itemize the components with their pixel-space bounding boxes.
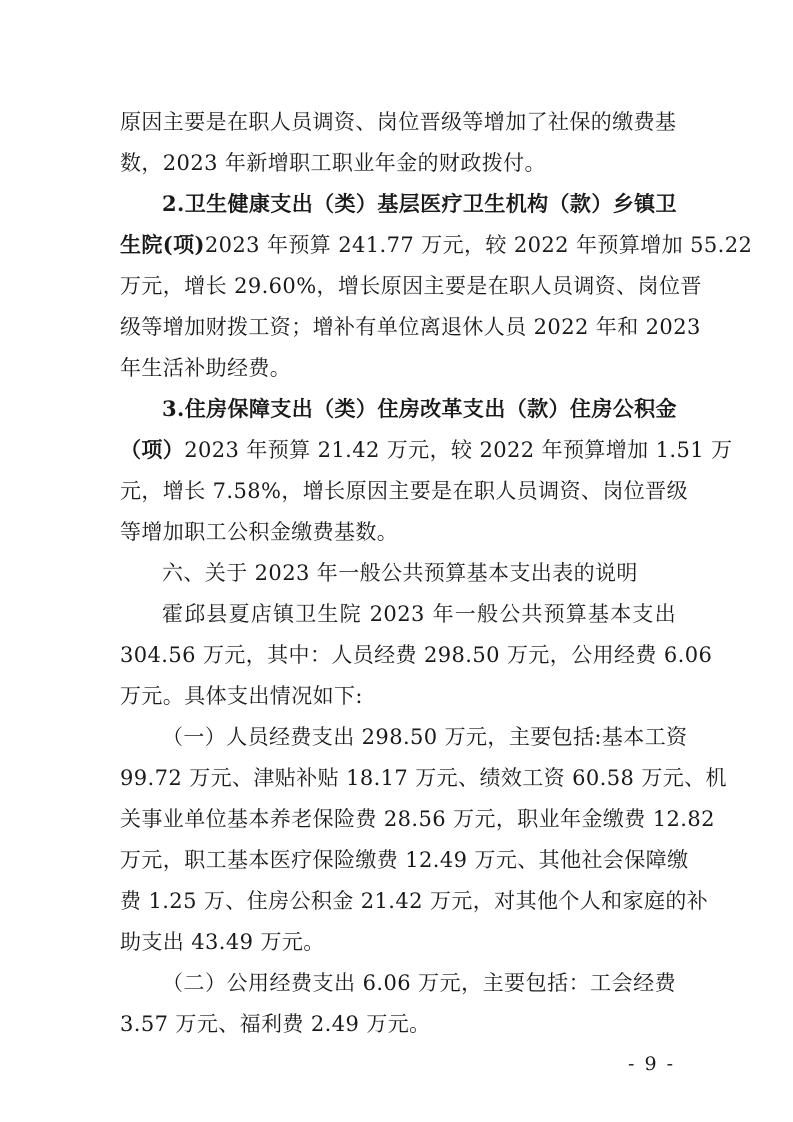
text-line-health-2: 万元，增长 29.60%，增长原因主要是在职人员调资、岗位晋 — [120, 274, 702, 298]
text-line-public-2: 3.57 万元、福利费 2.49 万元。 — [120, 1012, 431, 1036]
text-line-personnel-6: 助支出 43.49 万元。 — [120, 930, 325, 954]
section-six-heading: 六、关于 2023 年一般公共预算基本支出表的说明 — [162, 561, 638, 585]
text-line-health-4: 年生活补助经费。 — [120, 356, 292, 380]
text-line-health-3: 级等增加财拨工资；增补有单位离退休人员 2022 年和 2023 — [120, 315, 701, 339]
text-line-housing-1 — [120, 436, 733, 464]
heading-health-expenditure: 2.卫生健康支出（类）基层医疗卫生机构（款）乡镇卫 — [162, 191, 677, 216]
heading-health-expenditure-end: 生院(项) — [120, 232, 205, 257]
text-line-personnel-5: 费 1.25 万、住房公积金 21.42 万元，对其他个人和家庭的补 — [120, 889, 709, 913]
text-line-health-1 — [120, 231, 753, 259]
health-budget-text: 2023 年预算 241.77 万元，较 2022 年预算增加 55.22 — [204, 233, 753, 257]
page-number: - 9 - — [627, 1053, 675, 1075]
text-line-housing-2: 元，增长 7.58%，增长原因主要是在职人员调资、岗位晋级 — [120, 479, 688, 503]
text-line-basic-2: 304.56 万元，其中：人员经费 298.50 万元，公用经费 6.06 — [120, 643, 713, 667]
text-line-public-1: （二）公用经费支出 6.06 万元，主要包括：工会经费 — [162, 971, 676, 995]
text-line-housing-3: 等增加职工公积金缴费基数。 — [120, 520, 399, 544]
heading-housing-expenditure-end: （项） — [120, 437, 185, 462]
text-line-personnel-3: 关事业单位基本养老保险费 28.56 万元，职业年金缴费 12.82 — [120, 807, 715, 831]
text-line-basic-1: 霍邱县夏店镇卫生院 2023 年一般公共预算基本支出 — [162, 602, 676, 626]
housing-budget-text: 2023 年预算 21.42 万元，较 2022 年预算增加 1.51 万 — [184, 438, 733, 462]
text-line-basic-3: 万元。具体支出情况如下: — [120, 684, 363, 708]
text-line-2: 数，2023 年新增职工职业年金的财政拨付。 — [120, 151, 546, 175]
text-line-personnel-1: （一）人员经费支出 298.50 万元，主要包括:基本工资 — [162, 725, 688, 749]
heading-housing-expenditure: 3.住房保障支出（类）住房改革支出（款）住房公积金 — [162, 396, 677, 421]
text-line-personnel-2: 99.72 万元、津贴补贴 18.17 万元、绩效工资 60.58 万元、机 — [120, 766, 727, 790]
text-line-personnel-4: 万元，职工基本医疗保险缴费 12.49 万元、其他社会保障缴 — [120, 848, 689, 872]
text-line-1: 原因主要是在职人员调资、岗位晋级等增加了社保的缴费基 — [120, 110, 677, 134]
